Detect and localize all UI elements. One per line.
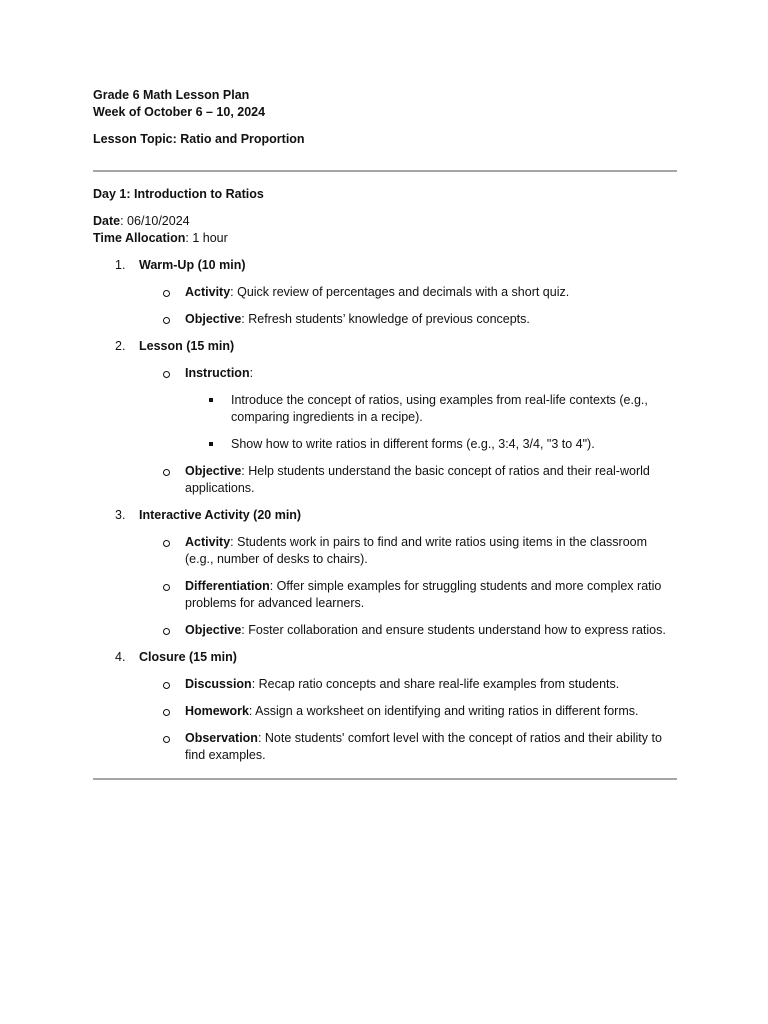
item-text: : Quick review of percentages and decimals with a short quiz.: [230, 285, 570, 299]
step-details: [139, 534, 677, 639]
item-label: Objective: [185, 312, 242, 326]
item-label: Observation: [185, 731, 258, 745]
step-details: [139, 284, 677, 328]
date-line: [93, 213, 677, 230]
date-label: Date: [93, 214, 121, 228]
list-item: [139, 534, 677, 568]
circle-bullet-icon: [163, 540, 170, 547]
item-text: : Note students' comfort level with the concept of ratios and their ability to find examples.: [185, 731, 662, 762]
item-label: Activity: [185, 285, 231, 299]
step-number: 4.: [115, 650, 126, 664]
time-line: [93, 230, 677, 247]
time-label: Time Allocation: [93, 231, 186, 245]
list-item: [139, 311, 677, 328]
bottom-divider: [93, 778, 677, 780]
list-item: [185, 436, 677, 453]
lesson-topic: Lesson Topic: Ratio and Proportion: [93, 132, 305, 146]
list-item: [139, 365, 677, 453]
top-divider: [93, 170, 677, 172]
item-text: : Assign a worksheet on identifying and writing ratios in different forms.: [248, 704, 639, 718]
circle-bullet-icon: [163, 317, 170, 324]
step-details: [139, 676, 677, 764]
date-value: : 06/10/2024: [120, 214, 190, 228]
item-label: Discussion: [185, 677, 252, 691]
step-title: Lesson (15 min): [139, 339, 235, 353]
step-item: [93, 338, 677, 497]
day-title: Day 1: Introduction to Ratios: [93, 187, 264, 201]
item-label: Objective: [185, 623, 242, 637]
list-item: [139, 676, 677, 693]
item-label: Differentiation: [185, 579, 270, 593]
step-number: 3.: [115, 508, 126, 522]
circle-bullet-icon: [163, 682, 170, 689]
lesson-steps: [93, 257, 677, 764]
list-item: [139, 578, 677, 612]
item-text: : Students work in pairs to find and write ratios using items in the classroom (e.g., number of desks to chairs).: [185, 535, 648, 566]
item-label: Instruction: [185, 366, 250, 380]
time-value: : 1 hour: [185, 231, 228, 245]
document-title: Grade 6 Math Lesson Plan: [93, 88, 250, 102]
item-text: : Recap ratio concepts and share real-life examples from students.: [251, 677, 620, 691]
item-label: Homework: [185, 704, 249, 718]
item-text: :: [249, 366, 254, 380]
item-text: : Foster collaboration and ensure students understand how to express ratios.: [241, 623, 666, 637]
item-text: : Help students understand the basic concept of ratios and their real-world applications.: [185, 464, 650, 495]
item-text: : Offer simple examples for struggling students and more complex ratio problems for advanced learners.: [185, 579, 662, 610]
list-item: [139, 703, 677, 720]
circle-bullet-icon: [163, 584, 170, 591]
circle-bullet-icon: [163, 290, 170, 297]
list-item: [185, 392, 677, 426]
step-number: 2.: [115, 339, 126, 353]
document-week: Week of October 6 – 10, 2024: [93, 105, 266, 119]
instruction-points: [185, 392, 677, 453]
list-item: [139, 463, 677, 497]
item-label: Activity: [185, 535, 231, 549]
lesson-plan-document: [93, 87, 677, 780]
step-title: Closure (15 min): [139, 650, 237, 664]
circle-bullet-icon: [163, 709, 170, 716]
circle-bullet-icon: [163, 469, 170, 476]
item-text: Show how to write ratios in different forms (e.g., 3:4, 3/4, "3 to 4").: [231, 437, 595, 451]
square-bullet-icon: [209, 442, 213, 446]
step-number: 1.: [115, 258, 126, 272]
square-bullet-icon: [209, 398, 213, 402]
circle-bullet-icon: [163, 371, 170, 378]
step-title: Warm-Up (10 min): [139, 258, 246, 272]
item-text: : Refresh students’ knowledge of previous concepts.: [241, 312, 530, 326]
step-item: [93, 649, 677, 764]
circle-bullet-icon: [163, 628, 170, 635]
step-item: [93, 507, 677, 639]
circle-bullet-icon: [163, 736, 170, 743]
item-label: Objective: [185, 464, 242, 478]
step-item: [93, 257, 677, 328]
list-item: [139, 284, 677, 301]
step-title: Interactive Activity (20 min): [139, 508, 302, 522]
step-details: [139, 365, 677, 497]
list-item: [139, 622, 677, 639]
item-text: Introduce the concept of ratios, using examples from real-life contexts (e.g., comparing ingredients in a recipe).: [231, 393, 648, 424]
list-item: [139, 730, 677, 764]
